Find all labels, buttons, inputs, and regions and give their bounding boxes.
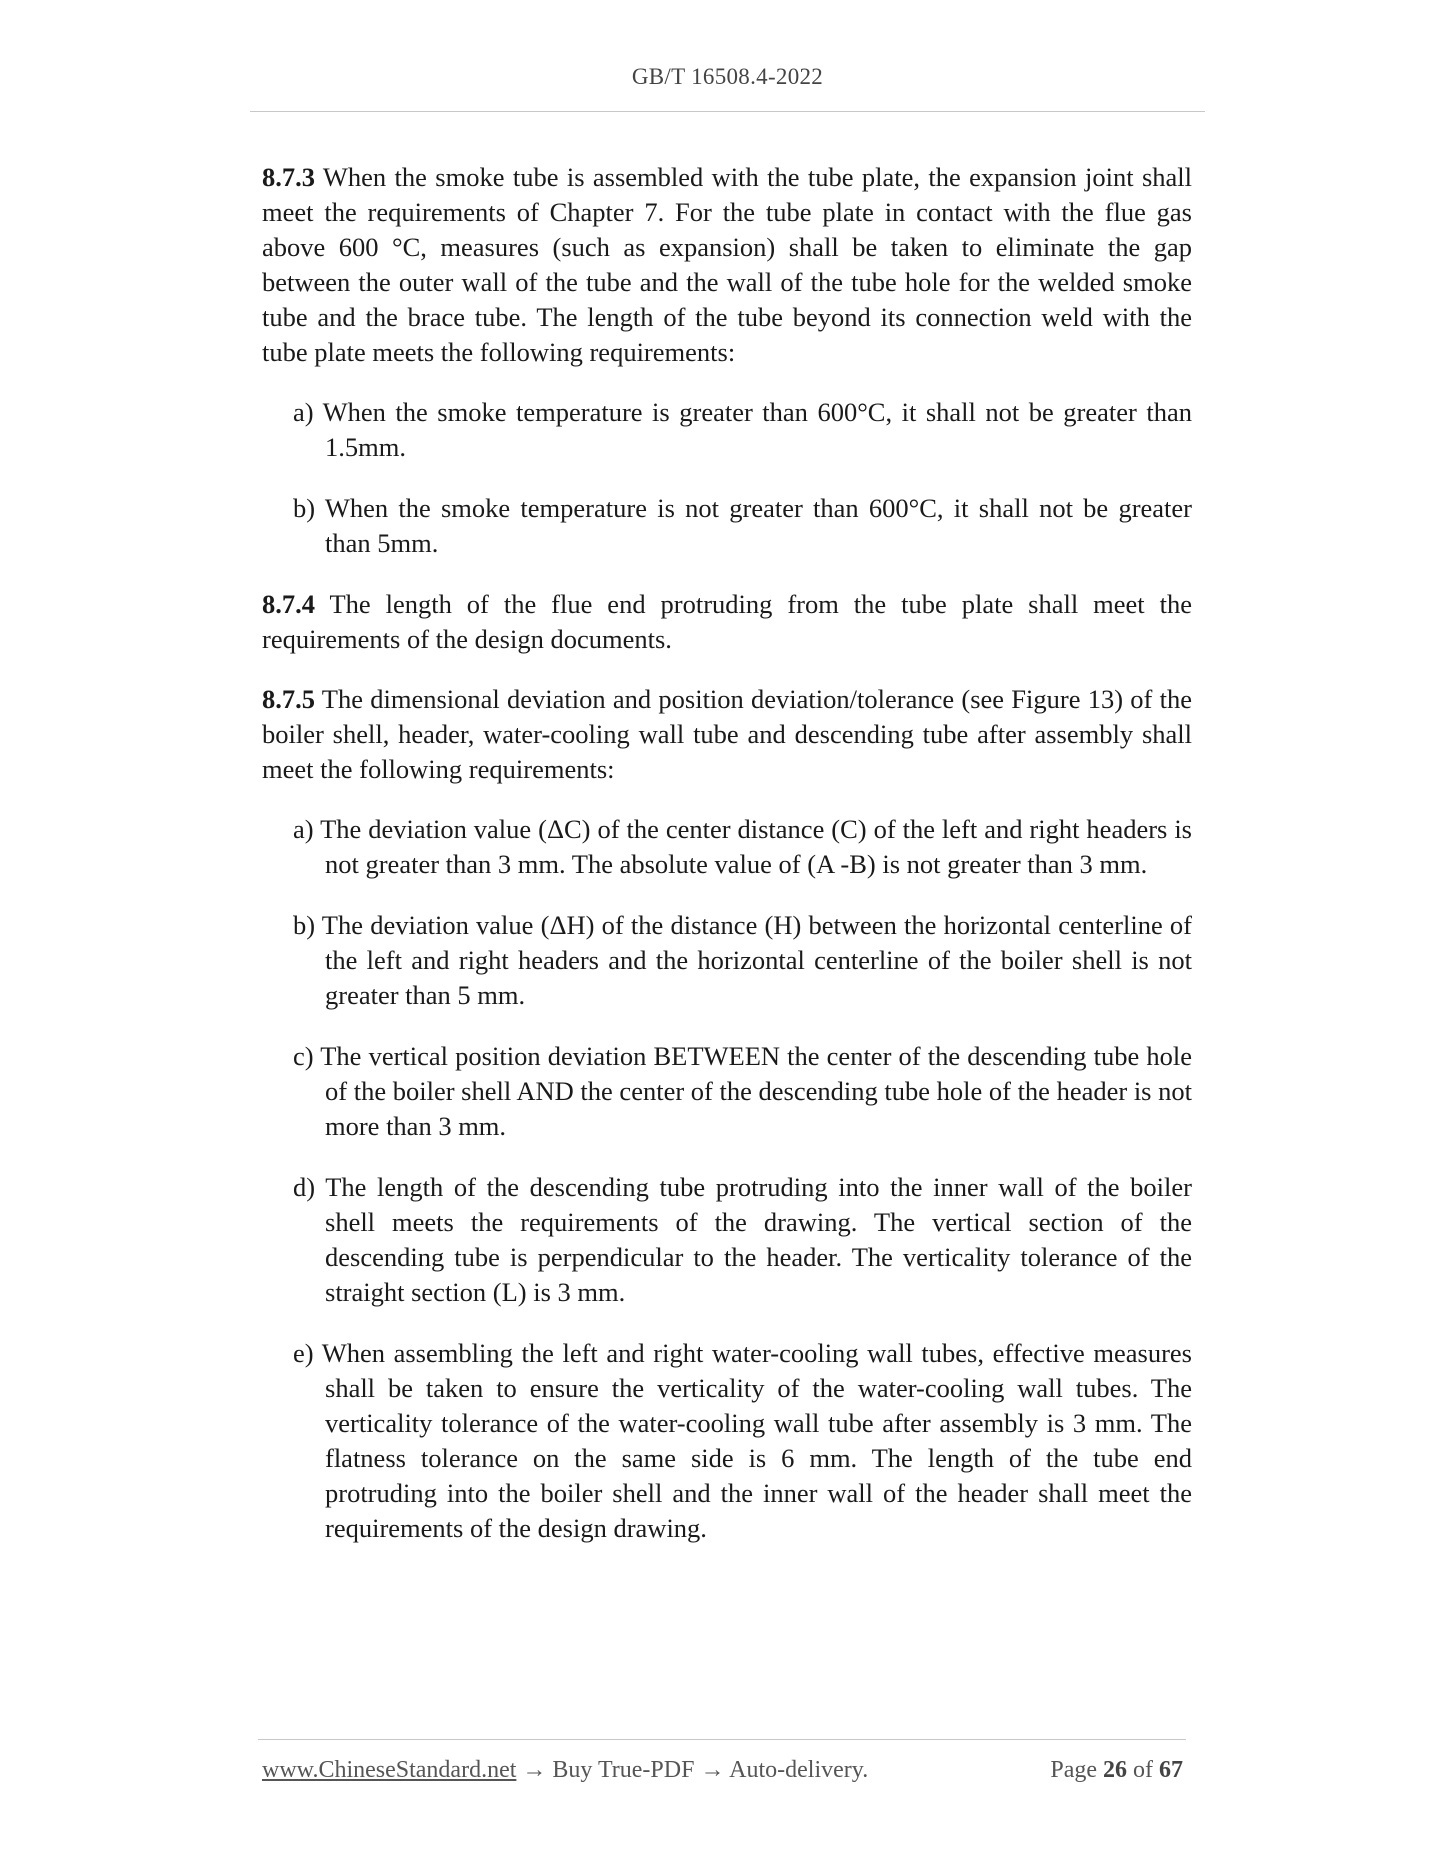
clause-8-7-5 [262,682,1192,787]
arrow-icon: → [516,1757,553,1783]
header-divider [250,111,1205,112]
list-item: b) When the smoke temperature is not greater than 600°C, it shall not be greater than 5mm. [293,493,1192,558]
clause-number: 8.7.3 [262,162,315,192]
buy-link[interactable]: Buy True-PDF [552,1757,695,1783]
page-indicator [1050,1757,1183,1784]
clause-number: 8.7.4 [262,589,315,619]
clause-8-7-3 [262,160,1192,370]
clause-text: The dimensional deviation and position deviation/tolerance (see Figure 13) of the boiler shell, header, water-cooling wall tube and descending tube after assembly shall meet the following requirements: [262,684,1192,784]
list-item: a) The deviation value (ΔC) of the center distance (C) of the left and right headers is not greater than 3 mm. The absolute value of (A -B) is not greater than 3 mm. [293,814,1192,879]
page-label: Page [1050,1757,1103,1783]
clause-number: 8.7.5 [262,684,315,714]
page-number: 26 [1103,1757,1127,1783]
running-header: GB/T 16508.4-2022 [631,64,824,89]
clause-8-7-4 [262,587,1192,657]
list-item: b) The deviation value (ΔH) of the distance (H) between the horizontal centerline of the left and right headers and the horizontal centerline of the boiler shell is not greater than 5 mm. [293,910,1192,1010]
document-body [262,160,1192,1572]
clause-text: When the smoke tube is assembled with the tube plate, the expansion joint shall meet the requirements of Chapter 7. For the tube plate in contact with the flue gas above 600 °C, measures (such as expansion) shall be taken to eliminate the gap between the outer wall of the tube and the wall of the tube hole for the welded smoke tube and the brace tube. The length of the tube beyond its connection weld with the tube plate meets the following requirements: [262,162,1192,367]
footer-links [262,1757,868,1784]
of-label: of [1127,1757,1159,1783]
site-link[interactable]: www.ChineseStandard.net [262,1757,517,1783]
arrow-icon: → [694,1757,730,1783]
clause-text: The length of the flue end protruding from the tube plate shall meet the requirements of the design documents. [262,589,1192,654]
page-total: 67 [1159,1757,1183,1783]
list-item: e) When assembling the left and right water-cooling wall tubes, effective measures shall be taken to ensure the verticality of the water-cooling wall tubes. The verticality tolerance of the water-cooling wall tube after assembly is 3 mm. The flatness tolerance on the same side is 6 mm. The length of the tube end protruding into the boiler shell and the inner wall of the header shall meet the requirements of the design drawing. [293,1338,1192,1543]
delivery-text: Auto-delivery. [729,1757,869,1783]
list-item: a) When the smoke temperature is greater than 600°C, it shall not be greater than 1.5mm. [293,397,1192,462]
list-item: c) The vertical position deviation BETWEEN the center of the descending tube hole of the boiler shell AND the center of the descending tube hole of the header is not more than 3 mm. [293,1041,1192,1141]
footer-divider [258,1739,1186,1740]
list-item: d) The length of the descending tube protruding into the inner wall of the boiler shell meets the requirements of the drawing. The vertical section of the descending tube is perpendicular to the header. The verticality tolerance of the straight section (L) is 3 mm. [293,1172,1192,1307]
